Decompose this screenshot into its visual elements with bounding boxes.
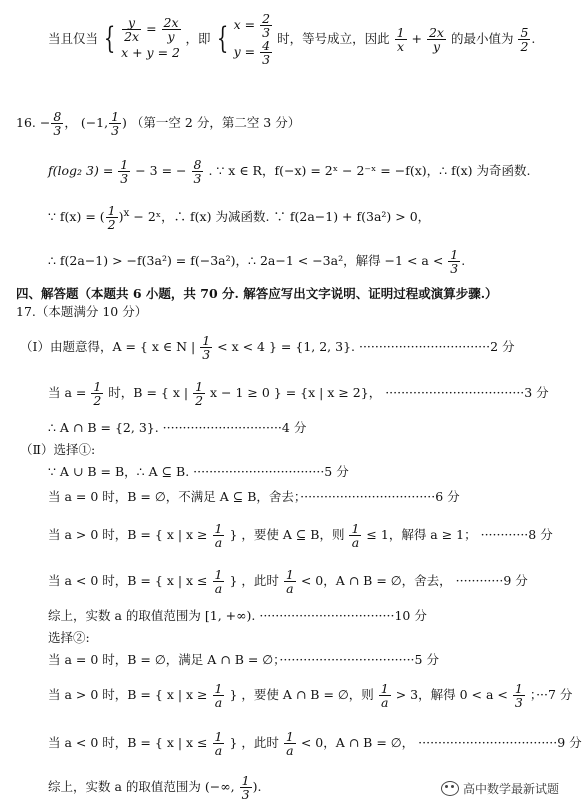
line-13: 当 a = 0 时，B = ∅，不满足 A ⊆ B，舍去；··································6 分 <box>48 489 460 504</box>
line-12: ∵ A ∪ B = B，∴ A ⊆ B. ·································5 分 <box>48 464 349 479</box>
problem-number: 16. <box>16 115 36 131</box>
line-20: 当 a < 0 时，B = { x | x ≤ $\frac{1}{a}$ } ，此时 $\frac{1}{a}$ < 0，A ∩ B = ∅， ···································9 分 <box>48 729 582 759</box>
line-14: 当 a > 0 时，B = { x | x ≥ $\frac{1}{a}$ } ，要使 A ⊆ B，则 $\frac{1}{a}$ ≤ 1，解得 a ≥ 1； ············8 分 <box>48 521 553 551</box>
line-2: 16. − $\frac{8}{3}$ ， (−1, $\frac{1}{3}$ ) （第一空 2 分，第二空 3 分） <box>16 109 301 139</box>
fraction: $\frac{2x}{y}$ <box>163 14 179 44</box>
solution-system: x = $\frac{2}{3}$ y = $\frac{4}{3}$ <box>233 11 271 68</box>
line-9: 当 a = $\frac{1}{2}$ 时，B = { x | $\frac{1}{2}$ x − 1 ≥ 0 } = {x | x ≥ 2}， ···································3 分 <box>48 379 549 409</box>
line-3: f(log₂ 3) = $\frac{1}{3}$ − 3 = − $\frac{8}{3}$ . ∵ x ∈ R，f(−x) = 2ˣ − 2⁻ˣ = −f(x)，∴ f(x) 为奇函数. <box>48 157 531 187</box>
fraction: $\frac{y}{2x}$ <box>124 14 140 44</box>
line-18: 当 a = 0 时，B = ∅，满足 A ∩ B = ∅；··································5 分 <box>48 652 439 667</box>
score-note: （第一空 2 分，第二空 3 分） <box>130 115 301 131</box>
line-11: （Ⅱ）选择①: <box>20 442 96 457</box>
line-1: 当且仅当 { $\frac{y}{2x}$ = $\frac{2x}{y}$ x + y = 2 ，即 { x = $\frac{2}{3}$ y = $\frac{4}{3}$ 时，等号成立，因此 $\frac{1}{x}$ + $\frac{2x}{y}$ 的最小值为 $\frac{5}{2}$ . <box>48 11 536 68</box>
line-21: 综上，实数 a 的取值范围为 (−∞, $\frac{1}{3}$ ). <box>48 773 262 803</box>
section-header: 四、解答题（本题共 6 小题，共 70 分. 解答应写出文字说明、证明过程或演算步骤.） <box>16 286 498 301</box>
line-19: 当 a > 0 时，B = { x | x ≥ $\frac{1}{a}$ } ，要使 A ∩ B = ∅，则 $\frac{1}{a}$ > 3，解得 0 < a < $\frac{1}{3}$ ；···7 分 <box>48 681 573 711</box>
brace: { <box>216 21 228 57</box>
line-8: （Ⅰ）由题意得，A = { x ∈ N | $\frac{1}{3}$ < x < 4 } = {1, 2, 3}. ·································2 分 <box>20 333 515 363</box>
text: ，即 <box>185 30 211 46</box>
equation-system: $\frac{y}{2x}$ = $\frac{2x}{y}$ x + y = 2 <box>121 14 180 60</box>
line-16: 综上，实数 a 的取值范围为 [1, +∞). ··································10 分 <box>48 608 427 623</box>
problem-17-header: 17.（本题满分 10 分） <box>16 304 148 319</box>
watermark-text: 高中数学最新试题 <box>462 782 559 796</box>
line-10: ∴ A ∩ B = {2, 3}. ······························4 分 <box>48 420 307 435</box>
wechat-icon <box>441 781 459 796</box>
line-15: 当 a < 0 时，B = { x | x ≤ $\frac{1}{a}$ } ，此时 $\frac{1}{a}$ < 0，A ∩ B = ∅，舍去， ············9 分 <box>48 567 528 597</box>
watermark <box>441 780 559 797</box>
text: 时，等号成立，因此 <box>277 30 390 46</box>
text: 当且仅当 <box>48 30 99 46</box>
line-17: 选择②: <box>48 630 90 645</box>
text: 的最小值为 <box>450 30 514 46</box>
brace: { <box>103 21 116 57</box>
line-4: ∵ f(x) = ( $\frac{1}{2}$ )$^x$ − 2ˣ，∴ f(x) 为减函数. ∵ f(2a−1) + f(3a²) > 0， <box>48 203 431 233</box>
line-5: ∴ f(2a−1) > −f(3a²) = f(−3a²)，∴ 2a−1 < −3a²，解得 −1 < a < $\frac{1}{3}$ . <box>48 247 466 277</box>
